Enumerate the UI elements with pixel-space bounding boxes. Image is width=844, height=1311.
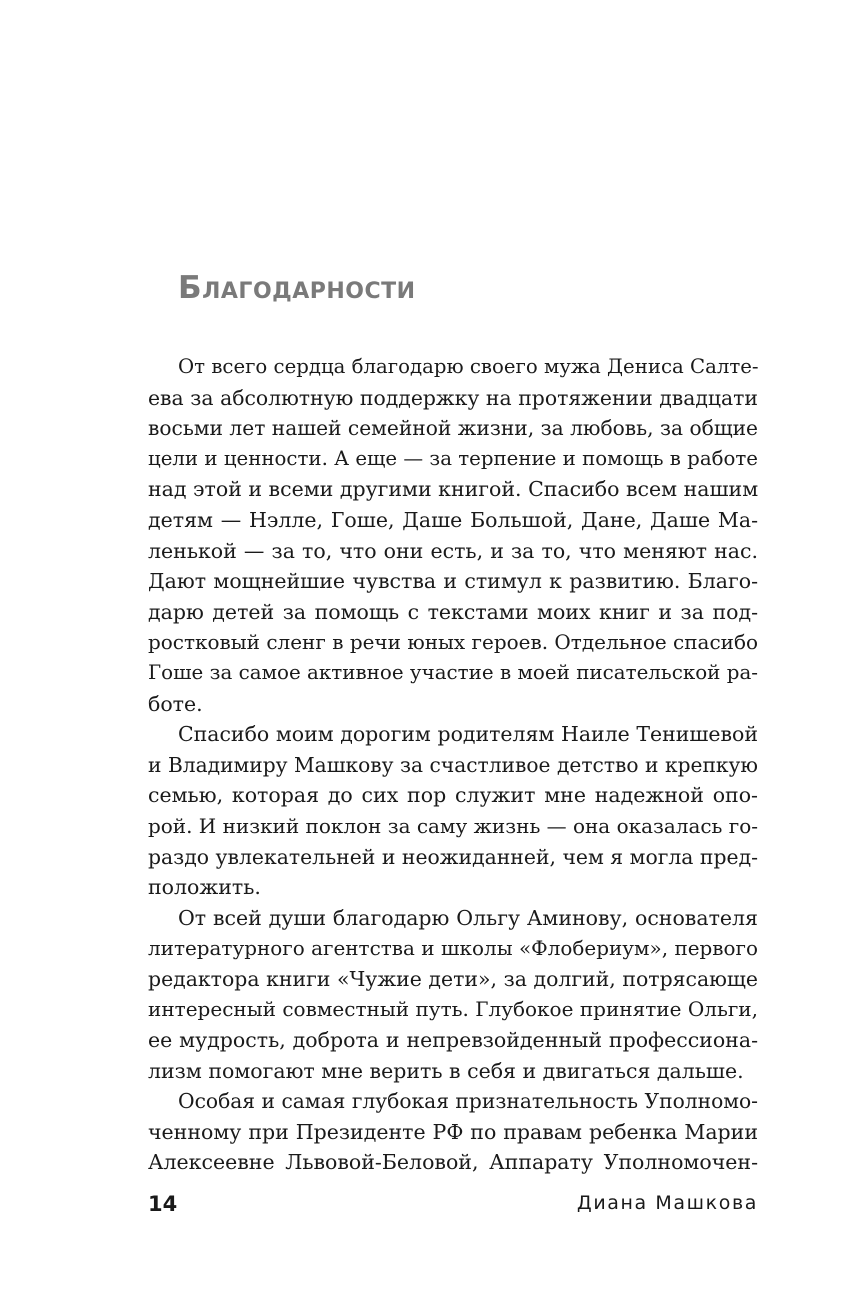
text-line: лизм помогают мне верить в себя и двигаться дальше. [148,1058,744,1083]
text-line: редактора книги «Чужие дети», за долгий, потрясающе [148,966,758,991]
text-line: интересный совместный путь. Глубокое принятие Ольги, [148,997,758,1022]
chapter-body [148,352,758,1178]
text-line: Гоше за самое активное участие в моей писательской ра- [148,660,758,684]
paragraph-2 [148,719,758,903]
text-line: восьми лет нашей семейной жизни, за любовь, за общие [148,416,758,441]
text-line: ева за абсолютную поддержку на протяжении двадцати [148,385,758,410]
text-line: над этой и всеми другими книгой. Спасибо всем нашим [148,477,759,502]
text-line: рой. И низкий поклон за саму жизнь — она оказалась го- [148,813,758,838]
text-line: ее мудрость, доброта и непревзойденный профессиона- [148,1028,758,1053]
text-line: Дают мощнейшие чувства и стимул к развитию. Благо- [148,569,758,594]
paragraph-3 [148,903,758,1087]
text-line: боте. [148,691,203,716]
text-line: и Владимиру Машкову за счастливое детство и крепкую [148,752,758,777]
text-line: детям — Нэлле, Гоше, Даше Большой, Дане, Даше Ма- [148,507,758,532]
text-line: цели и ценности. А еще — за терпение и помощь в работе [148,446,758,470]
text-line: литературного агентства и школы «Флобериум», первого [148,936,758,961]
text-line: раздо увлекательней и неожиданней, чем я могла пред- [148,844,758,869]
page-number: 14 [148,1192,178,1216]
text-line: От всей души благодарю Ольгу Аминову, основателя [178,905,758,930]
text-line: ленькой — за то, что они есть, и за то, что меняют нас. [148,538,758,563]
text-line: ростковый сленг в речи юных героев. Отдельное спасибо [148,630,758,655]
chapter-title: Благодарности [178,270,416,306]
text-line: дарю детей за помощь с текстами моих книг и за под- [148,599,758,624]
text-line: Спасибо моим дорогим родителям Наиле Тенишевой [178,722,758,747]
text-line: Алексеевне Львовой-Беловой, Аппарату Уполномочен- [148,1150,758,1175]
text-line: ченному при Президенте РФ по правам ребенка Марии [148,1119,758,1144]
page-footer [148,1192,758,1222]
author-name: Диана Машкова [576,1192,758,1214]
paragraph-4 [148,1086,758,1178]
text-line: От всего сердца благодарю своего мужа Дениса Салте- [178,355,759,378]
text-line: положить. [148,875,261,900]
text-line: семью, которая до сих пор служит мне надежной опо- [148,783,758,808]
text-line: Особая и самая глубокая признательность Уполномо- [178,1089,758,1114]
paragraph-1 [148,352,758,719]
